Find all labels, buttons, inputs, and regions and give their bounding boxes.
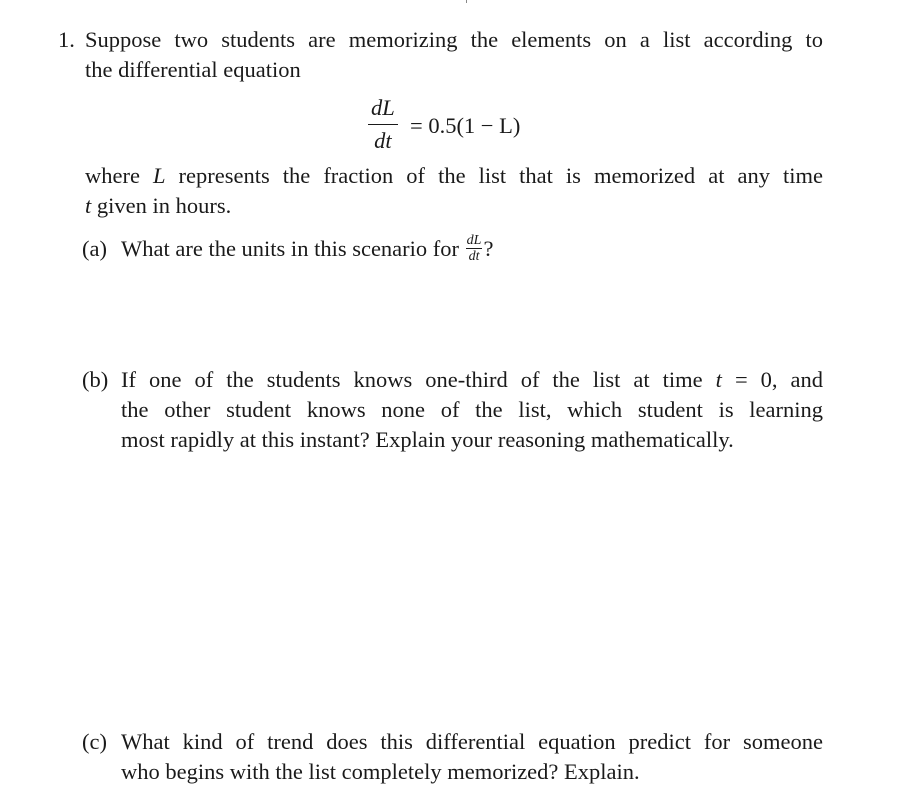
where-line: [85, 161, 823, 191]
part-b-line-2: the other student knows none of the list, which student is learning: [121, 397, 823, 422]
equation-denominator: dt: [374, 128, 392, 153]
part-a-label: (a): [82, 236, 107, 261]
part-c-label: (c): [82, 729, 107, 754]
equation-rhs: = 0.5(1 − L): [410, 113, 521, 138]
problem-intro-line-2: the differential equation: [85, 57, 301, 82]
given-text: given in hours.: [91, 193, 232, 218]
variable-t: t: [715, 367, 722, 392]
fraction-bar: [368, 124, 398, 125]
variable-L: L: [153, 163, 166, 188]
where-text-post: represents the fraction of the list that is memorized at any time: [165, 163, 823, 188]
equation-numerator: dL: [371, 95, 395, 120]
part-a-question: [121, 234, 493, 265]
part-b-text-pre: If one of the students knows one-third of the list at time: [121, 367, 716, 392]
part-a-fraction: [466, 234, 483, 263]
part-b-line-3: most rapidly at this instant? Explain your reasoning mathematically.: [121, 427, 734, 452]
part-a-question-mark: ?: [483, 236, 494, 261]
part-a-text: What are the units in this scenario for: [121, 236, 465, 261]
part-a-frac-den: dt: [468, 249, 480, 265]
part-c-line-1: What kind of trend does this differential equation predict for someone: [121, 729, 823, 754]
part-c-line-2: who begins with the list completely memorized? Explain.: [121, 759, 640, 784]
part-b-label: (b): [82, 367, 109, 392]
given-line: [85, 191, 231, 221]
variable-t: t: [85, 193, 92, 218]
part-b-text-post: = 0, and: [721, 367, 823, 392]
equation-fraction: [368, 95, 398, 154]
page-edge-mark: [466, 0, 467, 3]
part-b-line-1: [121, 365, 823, 395]
problem-number: 1.: [58, 27, 75, 52]
part-a-frac-num: dL: [466, 233, 482, 249]
where-text-pre: where: [85, 163, 153, 188]
problem-intro-line-1: Suppose two students are memorizing the elements on a list according to: [85, 27, 823, 52]
